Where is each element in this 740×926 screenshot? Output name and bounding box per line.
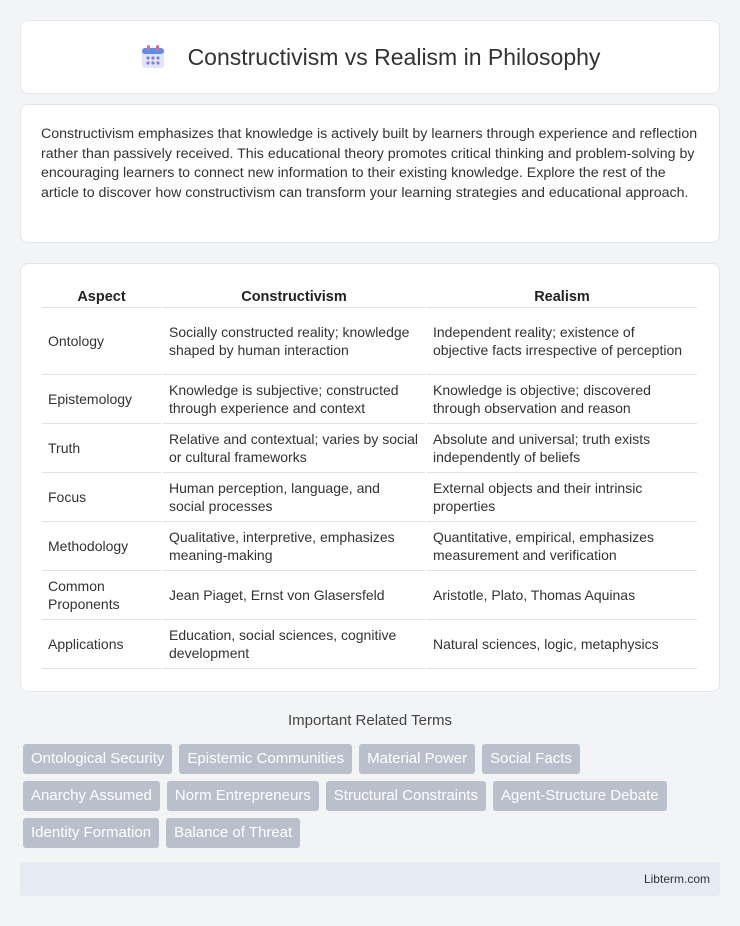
related-term-tag[interactable]: Agent-Structure Debate [493,781,667,811]
page-title: Constructivism vs Realism in Philosophy [187,43,601,70]
intro-card [20,104,720,243]
related-term-tag[interactable]: Balance of Threat [166,818,300,848]
related-term-tag[interactable]: Ontological Security [23,744,172,774]
cell-realism: Aristotle, Plato, Thomas Aquinas [427,571,697,620]
cell-constructivism: Education, social sciences, cognitive development [163,620,425,669]
cell-constructivism: Human perception, language, and social processes [163,473,425,522]
cell-constructivism: Socially constructed reality; knowledge shaped by human interaction [163,308,425,375]
related-term-tag[interactable]: Norm Entrepreneurs [167,781,319,811]
cell-aspect: Epistemology [42,375,161,424]
cell-aspect: Focus [42,473,161,522]
cell-realism: Absolute and universal; truth exists independently of beliefs [427,424,697,473]
table-row [42,308,697,375]
cell-realism: Knowledge is objective; discovered through observation and reason [427,375,697,424]
related-term-tag[interactable]: Social Facts [482,744,580,774]
cell-constructivism: Qualitative, interpretive, emphasizes meaning-making [163,522,425,571]
cell-constructivism: Jean Piaget, Ernst von Glasersfeld [163,571,425,620]
cell-aspect: Truth [42,424,161,473]
cell-aspect: Methodology [42,522,161,571]
cell-realism: Quantitative, empirical, emphasizes measurement and verification [427,522,697,571]
table-row [42,375,697,424]
table-row [42,571,697,620]
cell-realism: Natural sciences, logic, metaphysics [427,620,697,669]
table-row [42,424,697,473]
cell-aspect: Common Proponents [42,571,161,620]
cell-aspect: Applications [42,620,161,669]
related-term-tag[interactable]: Material Power [359,744,475,774]
footer-brand-link[interactable]: Libterm.com [643,872,710,886]
table-row [42,620,697,669]
header-card [20,20,720,94]
table-header-row [42,284,697,308]
intro-paragraph: Constructivism emphasizes that knowledge is actively built by learners through experience and reflection rather than passively received. This educational theory promotes critical thinking and problem-solving by encouraging learners to connect new information to their existing knowledge. Explore the rest of the article to discover how constructivism can transform your learning strategies and educational approach. [41,126,698,201]
related-term-tag[interactable]: Anarchy Assumed [23,781,160,811]
header-aspect: Aspect [42,284,161,308]
cell-realism: Independent reality; existence of objective facts irrespective of perception [427,308,697,375]
footer [20,862,720,896]
related-terms-list [23,744,723,848]
related-term-tag[interactable]: Structural Constraints [326,781,486,811]
table-row [42,522,697,571]
cell-realism: External objects and their intrinsic properties [427,473,697,522]
related-terms-title: Important Related Terms [288,712,452,729]
cell-aspect: Ontology [42,308,161,375]
header-constructivism: Constructivism [163,284,425,308]
comparison-table-card [20,263,720,692]
calendar-icon [140,44,166,70]
related-term-tag[interactable]: Identity Formation [23,818,159,848]
related-term-tag[interactable]: Epistemic Communities [179,744,352,774]
cell-constructivism: Knowledge is subjective; constructed through experience and context [163,375,425,424]
comparison-table [40,284,699,669]
header-realism: Realism [427,284,697,308]
table-row [42,473,697,522]
cell-constructivism: Relative and contextual; varies by social or cultural frameworks [163,424,425,473]
